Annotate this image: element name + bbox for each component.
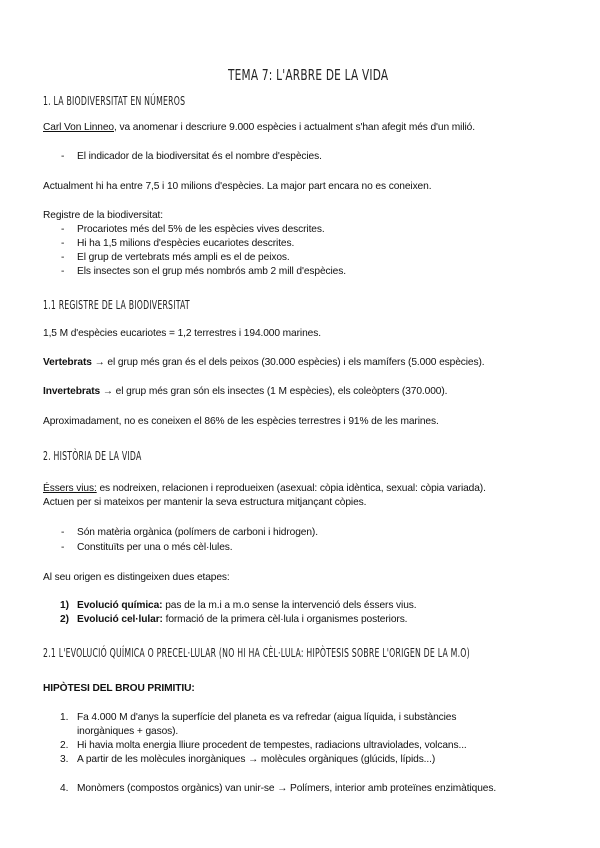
stage-label: Evolució química: (77, 600, 163, 611)
step-text: inorgàniques + gasos). (77, 726, 179, 737)
approx-paragraph: Aproximadament, no es coneixen el 86% de les espècies terrestres i 91% de les marines. (43, 416, 439, 427)
list-dash: - (61, 542, 65, 553)
step-number: 3. (60, 754, 69, 765)
linneo-paragraph (43, 121, 475, 134)
stage-rest: formació de la primera cèl·lula i organismes posteriors. (162, 614, 408, 625)
registry-item: Procariotes més del 5% de les espècies vives descrites. (77, 224, 325, 235)
living-beings-label: Éssers vius: (43, 483, 97, 494)
step-number: 1. (60, 712, 69, 723)
invertebrates-label: Invertebrats (43, 386, 101, 397)
stage-text (77, 599, 417, 612)
list-dash: - (61, 266, 65, 277)
stage-label: Evolució cel·lular: (77, 614, 163, 625)
stage-number: 1) (60, 600, 69, 611)
vertebrates-paragraph (43, 356, 485, 369)
living-beings-line2: Actuen per si mateixos per mantenir la seva estructura mitjançant còpies. (43, 497, 367, 508)
vertebrates-label: Vertebrats (43, 357, 92, 368)
step-number: 2. (60, 740, 69, 751)
list-dash: - (61, 252, 65, 263)
property-item: Constituïts per una o més cèl·lules. (77, 542, 233, 553)
living-beings-paragraph (43, 482, 486, 495)
section-heading-1-1: 1.1 REGISTRE DE LA BIODIVERSITAT (43, 298, 190, 312)
step-text: Hi havia molta energia lliure procedent de tempestes, radiacions ultraviolades, volcans... (77, 740, 467, 751)
invertebrates-rest: → el grup més gran són els insectes (1 M espècies), els coleòpters (370.000). (100, 386, 448, 397)
registry-item: El grup de vertebrats més ampli es el de peixos. (77, 252, 290, 263)
section-heading-1: 1. LA BIODIVERSITAT EN NÚMEROS (43, 94, 186, 108)
current-species-paragraph: Actualment hi ha entre 7,5 i 10 milions d'espècies. La major part encara no es coneixen. (43, 181, 432, 192)
linneo-rest: , va anomenar i descriure 9.000 espècies i actualment s'han afegit més d'un milió. (114, 122, 475, 133)
list-dash: - (61, 238, 65, 249)
vertebrates-rest: → el grup més gran és el dels peixos (30.000 espècies) i els mamífers (5.000 espècies). (91, 357, 485, 368)
section-heading-2: 2. HISTÒRIA DE LA VIDA (43, 449, 142, 463)
stage-number: 2) (60, 614, 69, 625)
registry-label: Registre de la biodiversitat: (43, 210, 163, 221)
living-beings-rest: es nodreixen, relacionen i reprodueixen (asexual: còpia idèntica, sexual: còpia variada). (96, 483, 486, 494)
stage-rest: pas de la m.i a m.o sense la intervenció dels éssers vius. (162, 600, 417, 611)
linneo-name: Carl Von Linneo (43, 122, 114, 133)
eukaryotes-paragraph: 1,5 M d'espècies eucariotes = 1,2 terrestres i 194.000 marines. (43, 328, 321, 339)
step-number: 4. (60, 783, 69, 794)
invertebrates-paragraph (43, 385, 447, 398)
page-title: TEMA 7: L'ARBRE DE LA VIDA (228, 66, 389, 84)
step-text: Fa 4.000 M d'anys la superfície del planeta es va refredar (aigua líquida, i substàncies (77, 712, 457, 723)
section-heading-2-1: 2.1 L'EVOLUCIÓ QUÍMICA O PRECEL·LULAR (NO HI HA CÈL·LULA: HIPÒTESIS SOBRE L'ORIGEN DE LA M.O) (43, 646, 470, 660)
list-dash: - (61, 224, 65, 235)
step-text: A partir de les molècules inorgàniques → molècules orgàniques (glúcids, lípids...) (77, 754, 436, 765)
origin-paragraph: Al seu origen es distingeixen dues etapes: (43, 572, 230, 583)
registry-item: Hi ha 1,5 milions d'espècies eucariotes descrites. (77, 238, 295, 249)
indicator-text: El indicador de la biodiversitat és el nombre d'espècies. (77, 151, 322, 162)
hypothesis-heading: HIPÒTESI DEL BROU PRIMITIU: (43, 683, 195, 694)
list-dash: - (61, 151, 65, 162)
stage-text (77, 613, 407, 626)
step-text: Monòmers (compostos orgànics) van unir-se → Polímers, interior amb proteïnes enzimàtiques. (77, 783, 497, 794)
list-dash: - (61, 527, 65, 538)
property-item: Són matèria orgànica (polímers de carboni i hidrogen). (77, 527, 318, 538)
registry-item: Els insectes son el grup més nombrós amb 2 mill d'espècies. (77, 266, 346, 277)
